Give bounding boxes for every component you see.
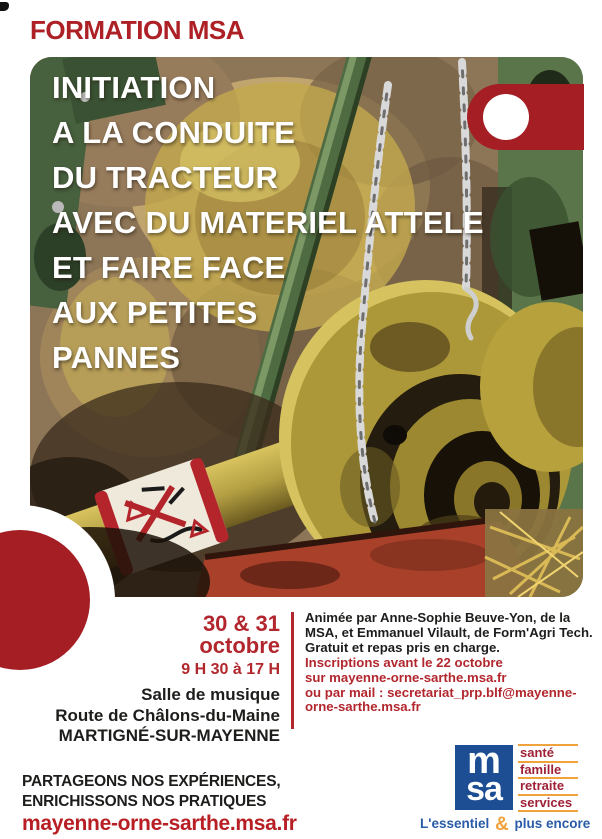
- poster-headline: [52, 65, 484, 380]
- red-divider-line: [291, 612, 294, 729]
- headline-line: ET FAIRE FACE: [52, 250, 286, 285]
- msa-logo: [455, 739, 513, 810]
- msa-logo-letters-sa: sa: [466, 769, 502, 808]
- registration-line: Inscriptions avant le 22 octobre: [305, 654, 503, 670]
- venue-city: MARTIGNÉ-SUR-MAYENNE: [58, 726, 280, 745]
- tab-circle: [483, 94, 529, 140]
- event-details-block: [305, 611, 602, 715]
- straw-graphic: [485, 509, 583, 597]
- registration-email-line1: ou par mail : secretariat_prp.blf@mayenne-: [305, 684, 577, 700]
- msa-logo-letter-m: m: [467, 739, 501, 782]
- tagline-ampersand: &: [495, 814, 509, 835]
- tagline-pre: L'essentiel: [420, 816, 490, 831]
- service-item: retraite: [518, 777, 578, 794]
- slogan-line: ENRICHISSONS NOS PRATIQUES: [22, 792, 267, 810]
- service-item: santé: [518, 744, 578, 761]
- headline-line: AVEC DU MATERIEL ATTELE: [52, 205, 484, 240]
- event-hours: 9 H 30 à 17 H: [181, 661, 280, 678]
- msa-tagline: [420, 814, 590, 836]
- event-dates: 30 & 31: [202, 611, 280, 636]
- event-date-block: [0, 613, 280, 747]
- red-tab-decoration: [467, 84, 584, 150]
- page-title: FORMATION MSA: [30, 15, 244, 45]
- footer-slogan-block: [22, 772, 297, 835]
- registration-website: sur mayenne-orne-sarthe.msa.fr: [305, 669, 507, 685]
- headline-line: DU TRACTEUR: [52, 160, 279, 195]
- slogan-line: PARTAGEONS NOS EXPÉRIENCES,: [22, 773, 281, 790]
- service-item: famille: [518, 761, 578, 778]
- headline-line: PANNES: [52, 340, 181, 375]
- headline-line: INITIATION: [52, 70, 216, 105]
- event-month: octobre: [199, 633, 280, 658]
- details-line: Animée par Anne-Sophie Beuve-Yon, de la: [305, 610, 571, 625]
- details-line: MSA, et Emmanuel Vilault, de Form'Agri Tech.: [305, 624, 593, 640]
- service-item: services: [518, 794, 578, 813]
- registration-email-line2: orne-sarthe.msa.fr: [305, 699, 421, 715]
- venue-street: Route de Châlons-du-Maine: [55, 705, 280, 725]
- print-corner-mark: [0, 2, 9, 11]
- venue-name: Salle de musique: [141, 685, 280, 704]
- tagline-post: plus encore: [514, 816, 591, 831]
- headline-line: AUX PETITES: [52, 295, 258, 330]
- headline-line: A LA CONDUITE: [52, 115, 296, 150]
- details-line: Gratuit et repas pris en charge.: [305, 639, 500, 655]
- msa-website: mayenne-orne-sarthe.msa.fr: [22, 812, 297, 835]
- msa-services-list: [518, 744, 578, 812]
